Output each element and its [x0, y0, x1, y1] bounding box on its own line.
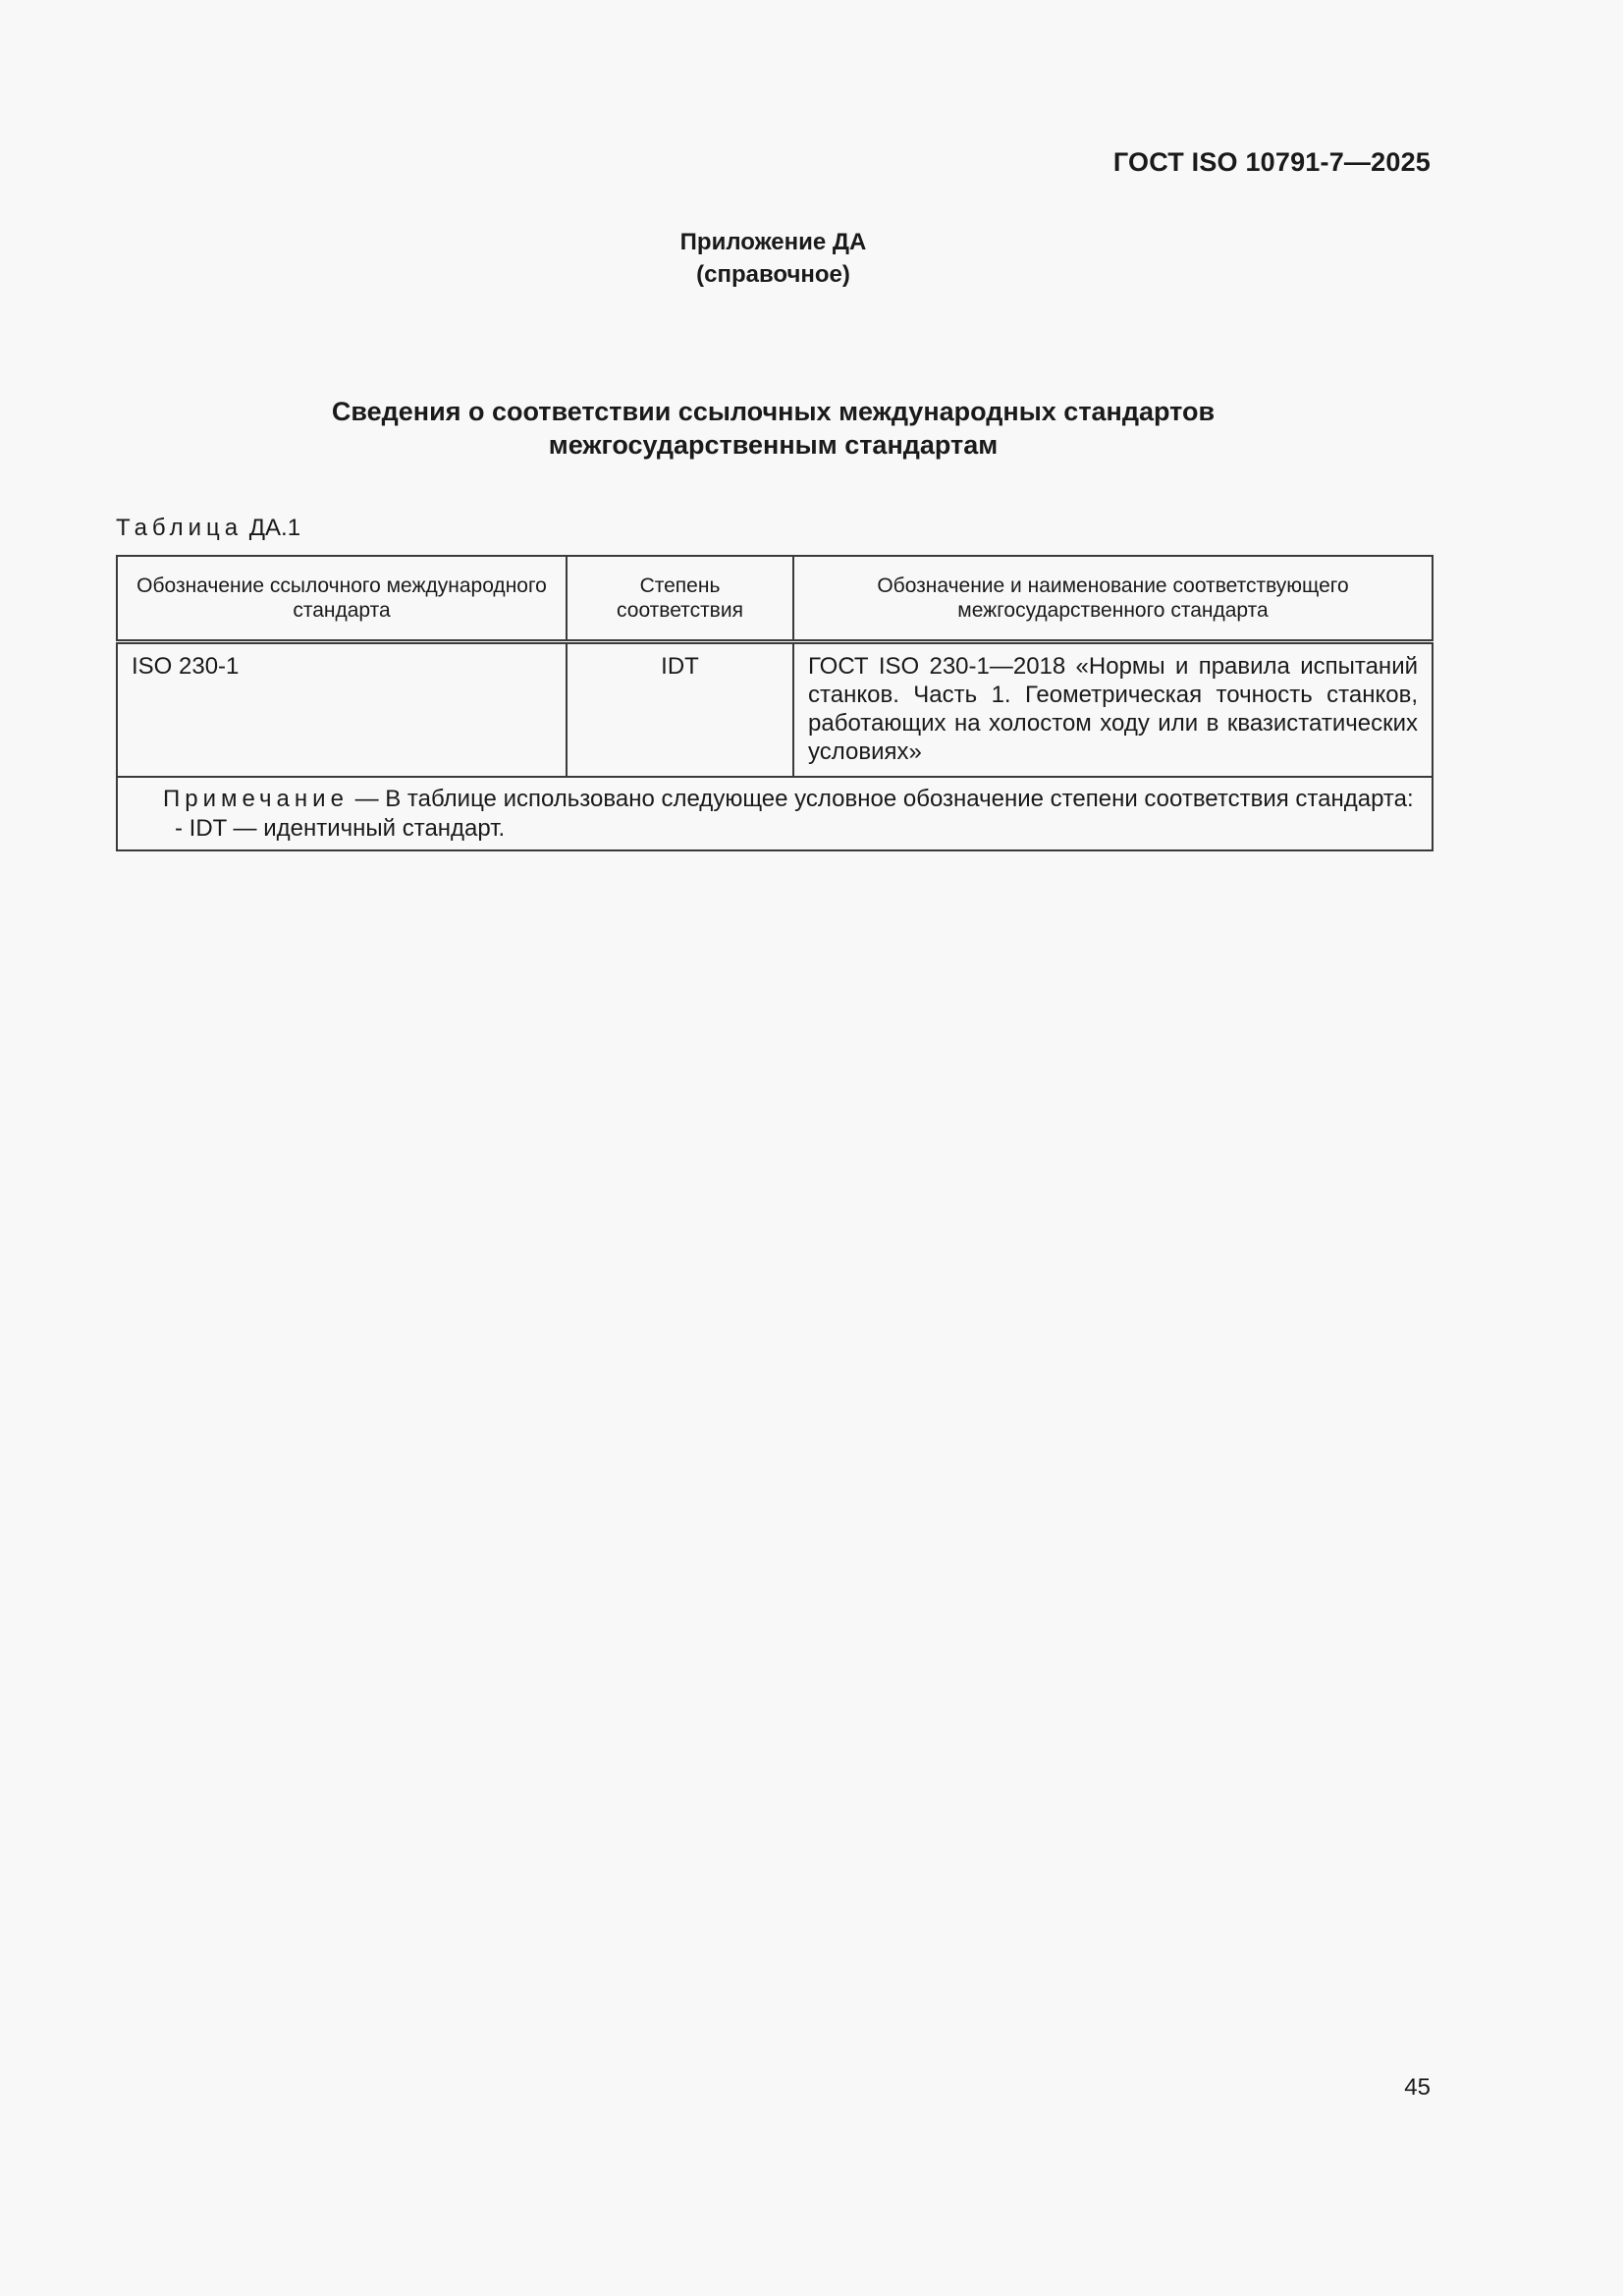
note-item: - IDT — идентичный стандарт. — [175, 815, 506, 842]
section-title — [0, 395, 1546, 462]
section-title-line2: межгосударственным стандартам — [548, 430, 999, 460]
column-header-ref-standard: Обозначение ссылочного международного стандарта — [117, 556, 567, 642]
note-text-block — [132, 785, 1418, 814]
document-id: ГОСТ ISO 10791-7—2025 — [1112, 147, 1431, 177]
appendix-type: (справочное) — [696, 261, 850, 288]
cell-interstate-standard: ГОСТ ISO 230-1—2018 «Нормы и правила испытаний станков. Часть 1. Геометрическая точность станков, работающих на холостом ходу или в квазистатических условиях» — [793, 642, 1433, 778]
cell-degree: IDT — [567, 642, 793, 778]
note-head: Примечание — [163, 786, 349, 812]
table-header-row — [117, 556, 1433, 642]
page-number: 45 — [1404, 2074, 1431, 2101]
table-note — [117, 777, 1433, 850]
cell-ref-standard: ISO 230-1 — [117, 642, 567, 778]
appendix-title: Приложение ДА — [679, 229, 867, 255]
table-label — [116, 515, 300, 542]
correspondence-table — [116, 555, 1434, 851]
table-label-word: Таблица — [116, 515, 243, 541]
table-row — [117, 642, 1433, 778]
column-header-degree: Степень соответствия — [567, 556, 793, 642]
section-title-line1: Сведения о соответствии ссылочных международных стандартов — [331, 397, 1216, 426]
table-label-number: ДА.1 — [248, 515, 301, 541]
column-header-interstate-standard: Обозначение и наименование соответствующего межгосударственного стандарта — [793, 556, 1433, 642]
table-note-row — [117, 777, 1433, 850]
note-text: — В таблице использовано следующее условное обозначение степени соответствия стандарта: — [348, 786, 1414, 812]
appendix-heading — [0, 226, 1546, 291]
